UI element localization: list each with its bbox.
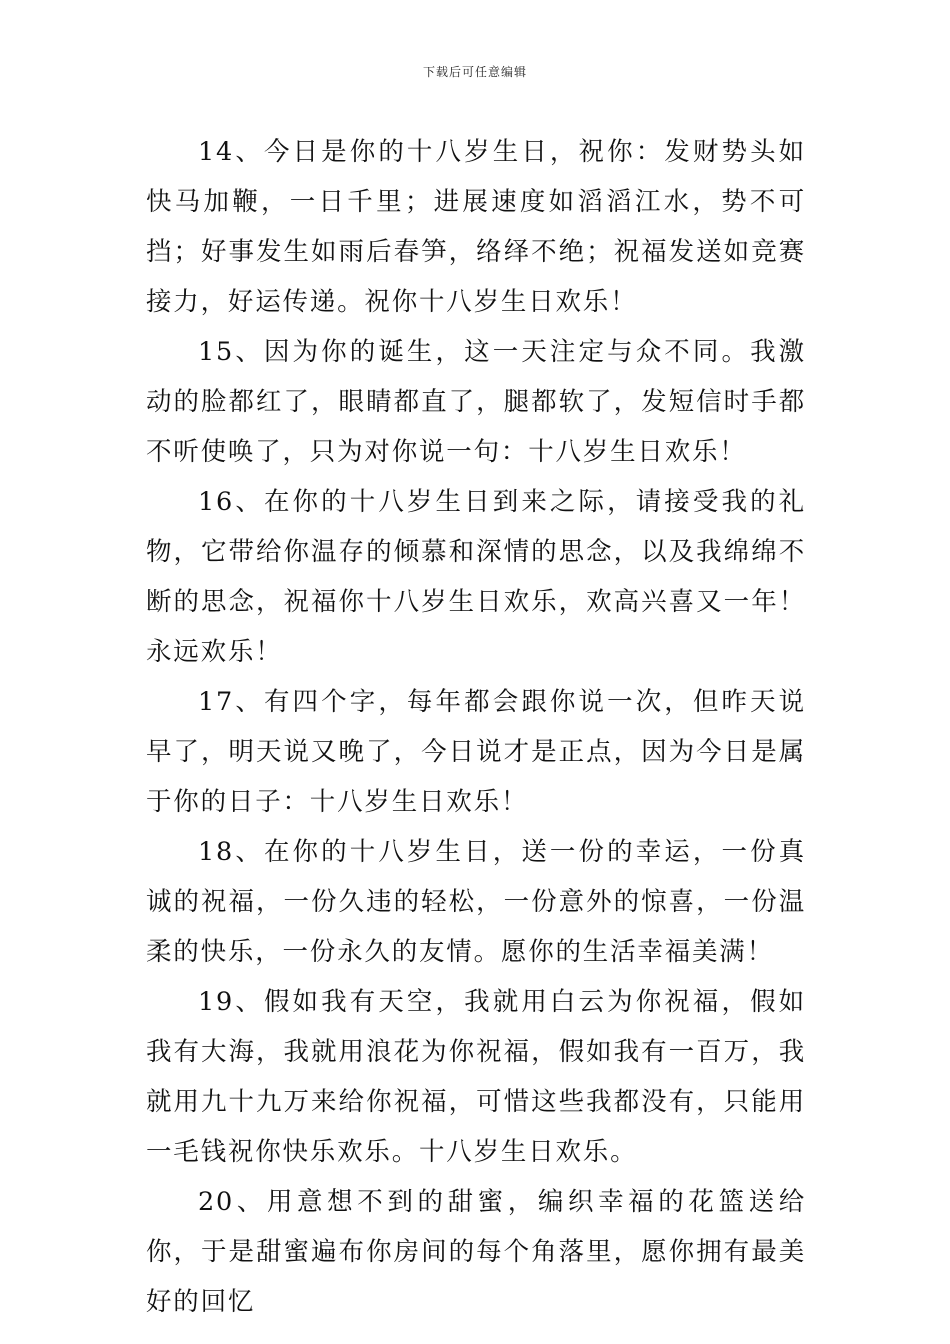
paragraph-15: 15、因为你的诞生，这一天注定与众不同。我激动的脸都红了，眼睛都直了，腿都软了，发短信时手都不听使唤了，只为对你说一句：十八岁生日欢乐！ xyxy=(146,337,806,467)
paragraph-16: 16、在你的十八岁生日到来之际，请接受我的礼物，它带给你温存的倾慕和深情的思念，以及我绵绵不断的思念，祝福你十八岁生日欢乐，欢高兴喜又一年！永远欢乐！ xyxy=(146,487,806,667)
paragraph-20: 20、用意想不到的甜蜜，编织幸福的花篮送给你，于是甜蜜遍布你房间的每个角落里，愿你拥有最美好的回忆 xyxy=(146,1187,806,1317)
paragraph-17: 17、有四个字，每年都会跟你说一次，但昨天说早了，明天说又晚了，今日说才是正点，因为今日是属于你的日子：十八岁生日欢乐！ xyxy=(146,687,806,817)
paragraph-18: 18、在你的十八岁生日，送一份的幸运，一份真诚的祝福，一份久违的轻松，一份意外的惊喜，一份温柔的快乐，一份永久的友情。愿你的生活幸福美满！ xyxy=(146,837,806,967)
paragraph-19: 19、假如我有天空，我就用白云为你祝福，假如我有大海，我就用浪花为你祝福，假如我有一百万，我就用九十九万来给你祝福，可惜这些我都没有，只能用一毛钱祝你快乐欢乐。十八岁生日欢乐。 xyxy=(146,987,806,1167)
page-header: 下载后可任意编辑 xyxy=(422,65,527,79)
document-body xyxy=(146,127,806,1327)
paragraph-14: 14、今日是你的十八岁生日，祝你：发财势头如快马加鞭，一日千里；进展速度如滔滔江水，势不可挡；好事发生如雨后春笋，络绎不绝；祝福发送如竞赛接力，好运传递。祝你十八岁生日欢乐！ xyxy=(146,137,806,317)
